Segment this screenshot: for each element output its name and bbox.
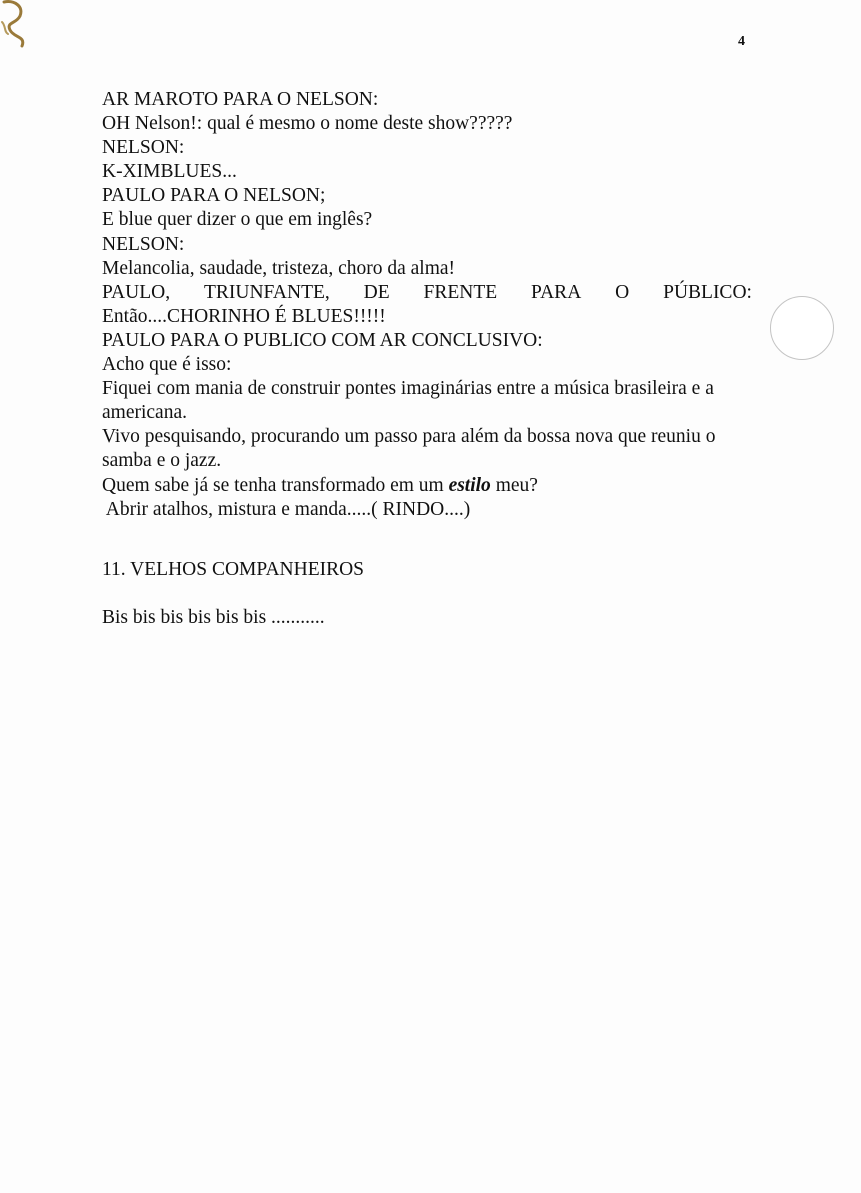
stage-direction-word: DE (363, 281, 390, 303)
punch-hole (770, 296, 834, 360)
script-line: PAULO PARA O PUBLICO COM AR CONCLUSIVO: (102, 329, 543, 351)
staple-mark (0, 0, 34, 50)
line-text: meu? (490, 474, 538, 496)
stage-direction-line (102, 281, 752, 305)
stage-direction-word: PARA (531, 281, 582, 303)
stage-direction-word: PÚBLICO: (663, 281, 752, 303)
script-line: Fiquei com mania de construir pontes imaginárias entre a música brasileira e a (102, 378, 714, 400)
script-line: K-XIMBLUES... (102, 161, 237, 183)
section-heading: 11. VELHOS COMPANHEIROS (102, 559, 365, 580)
script-line: NELSON: (102, 137, 185, 159)
stage-direction-word: PAULO, (102, 281, 171, 303)
script-line-with-emphasis (102, 474, 752, 498)
script-line: Abrir atalhos, mistura e manda.....( RINDO....) (102, 498, 471, 520)
script-line: Vivo pesquisando, procurando um passo para além da bossa nova que reuniu o (102, 426, 716, 448)
emphasized-word: estilo (448, 474, 491, 496)
stage-direction-word: O (615, 281, 630, 303)
script-line: OH Nelson!: qual é mesmo o nome deste show????? (102, 113, 513, 135)
stage-direction-word: TRIUNFANTE, (203, 281, 330, 303)
section-text: Bis bis bis bis bis bis ........... (102, 607, 325, 628)
script-line: PAULO PARA O NELSON; (102, 185, 326, 207)
page-number: 4 (738, 34, 745, 49)
script-line: E blue quer dizer o que em inglês? (102, 209, 373, 231)
script-line: samba e o jazz. (102, 450, 222, 472)
script-line: Melancolia, saudade, tristeza, choro da alma! (102, 257, 456, 279)
script-line: AR MAROTO PARA O NELSON: (102, 89, 379, 110)
script-line: americana. (102, 402, 187, 424)
stage-direction-word: FRENTE (423, 281, 498, 303)
line-text: Quem sabe já se tenha transformado em um (102, 474, 449, 496)
script-line: Acho que é isso: (102, 354, 232, 376)
script-line: NELSON: (102, 233, 185, 255)
script-line: Então....CHORINHO É BLUES!!!!! (102, 305, 386, 327)
script-body (102, 88, 752, 522)
